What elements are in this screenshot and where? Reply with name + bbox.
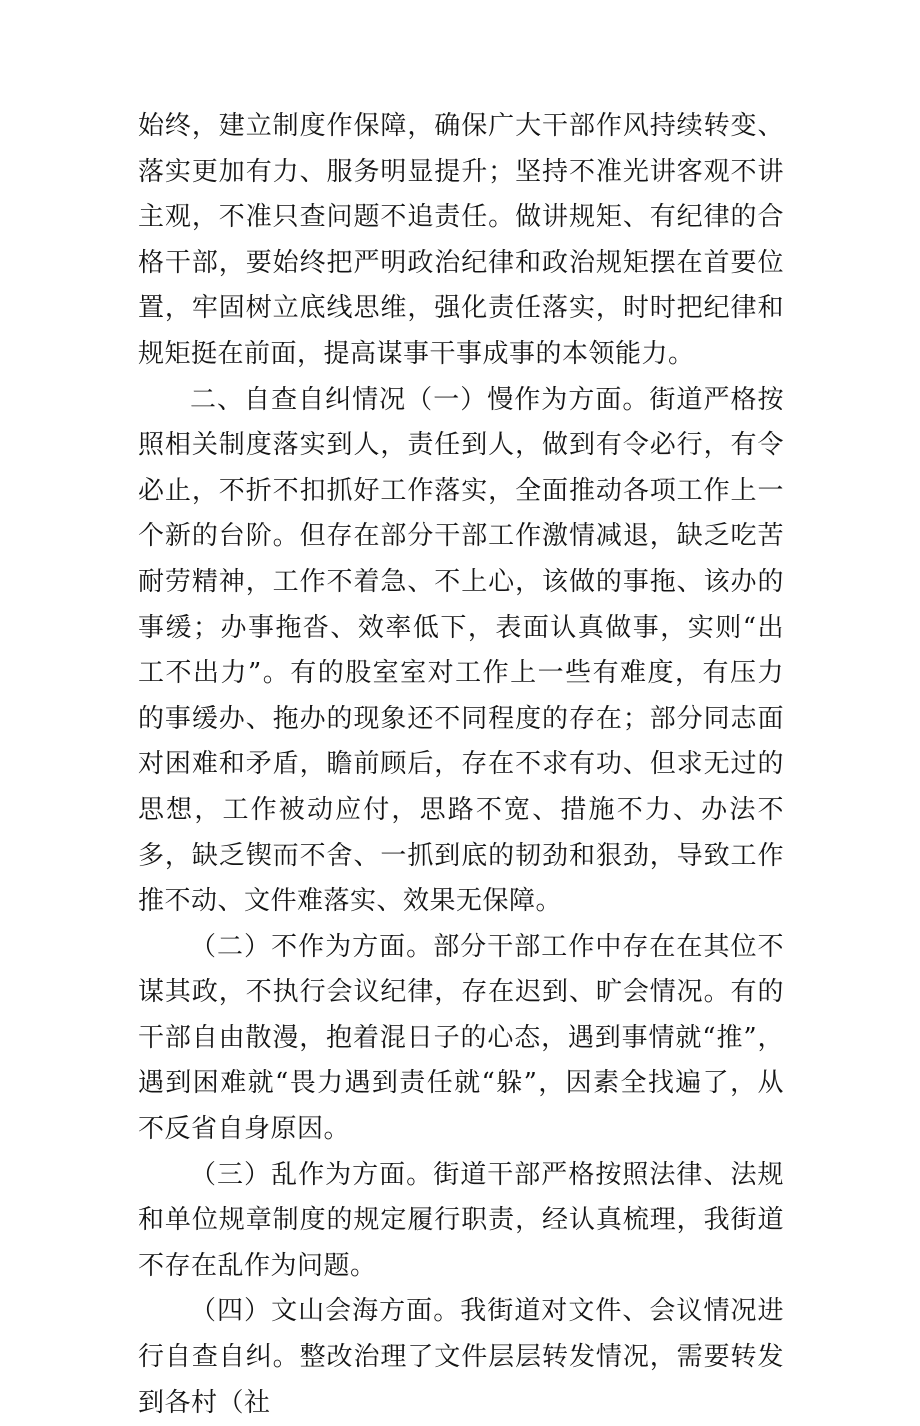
paragraph-work-style: 始终，建立制度作保障，确保广大干部作风持续转变、落实更加有力、服务明显提升；坚持不准光讲客观不讲主观，不准只查问题不追责任。做讲规矩、有纪律的合格干部，要始终把严明政治纪律和政治规矩摆在首要位置，牢固树立底线思维，强化责任落实，时时把纪律和规矩挺在前面，提高谋事干事成事的本领能力。 <box>138 111 784 369</box>
document-body <box>138 104 784 1426</box>
paragraph-meetings-documents: （四）文山会海方面。我街道对文件、会议情况进行自查自纠。整改治理了文件层层转发情况，需要转发到各村（社 <box>138 1296 784 1418</box>
paragraph-misconduct: （三）乱作为方面。街道干部严格按照法律、法规和单位规章制度的规定履行职责，经认真梳理，我街道不存在乱作为问题。 <box>138 1159 784 1281</box>
paragraph-inaction: （二）不作为方面。部分干部工作中存在在其位不谋其政，不执行会议纪律，存在迟到、旷会情况。有的干部自由散漫，抱着混日子的心态，遇到事情就“推”，遇到困难就“畏力遇到责任就“躲”，因素全找遍了，从不反省自身原因。 <box>138 931 784 1145</box>
paragraph-slow-action: 二、自查自纠情况（一）慢作为方面。街道严格按照相关制度落实到人，责任到人，做到有令必行，有令必止，不折不扣抓好工作落实，全面推动各项工作上一个新的台阶。但存在部分干部工作激情减退，缺乏吃苦耐劳精神，工作不着急、不上心，该做的事拖、该办的事缓；办事拖沓、效率低下，表面认真做事，实则“出工不出力”。有的股室室对工作上一些有难度，有压力的事缓办、拖办的现象还不同程度的存在；部分同志面对困难和矛盾，瞻前顾后，存在不求有功、但求无过的思想，工作被动应付，思路不宽、措施不力、办法不多，缺乏锲而不舍、一抓到底的韧劲和狠劲，导致工作推不动、文件难落实、效果无保障。 <box>138 384 784 917</box>
